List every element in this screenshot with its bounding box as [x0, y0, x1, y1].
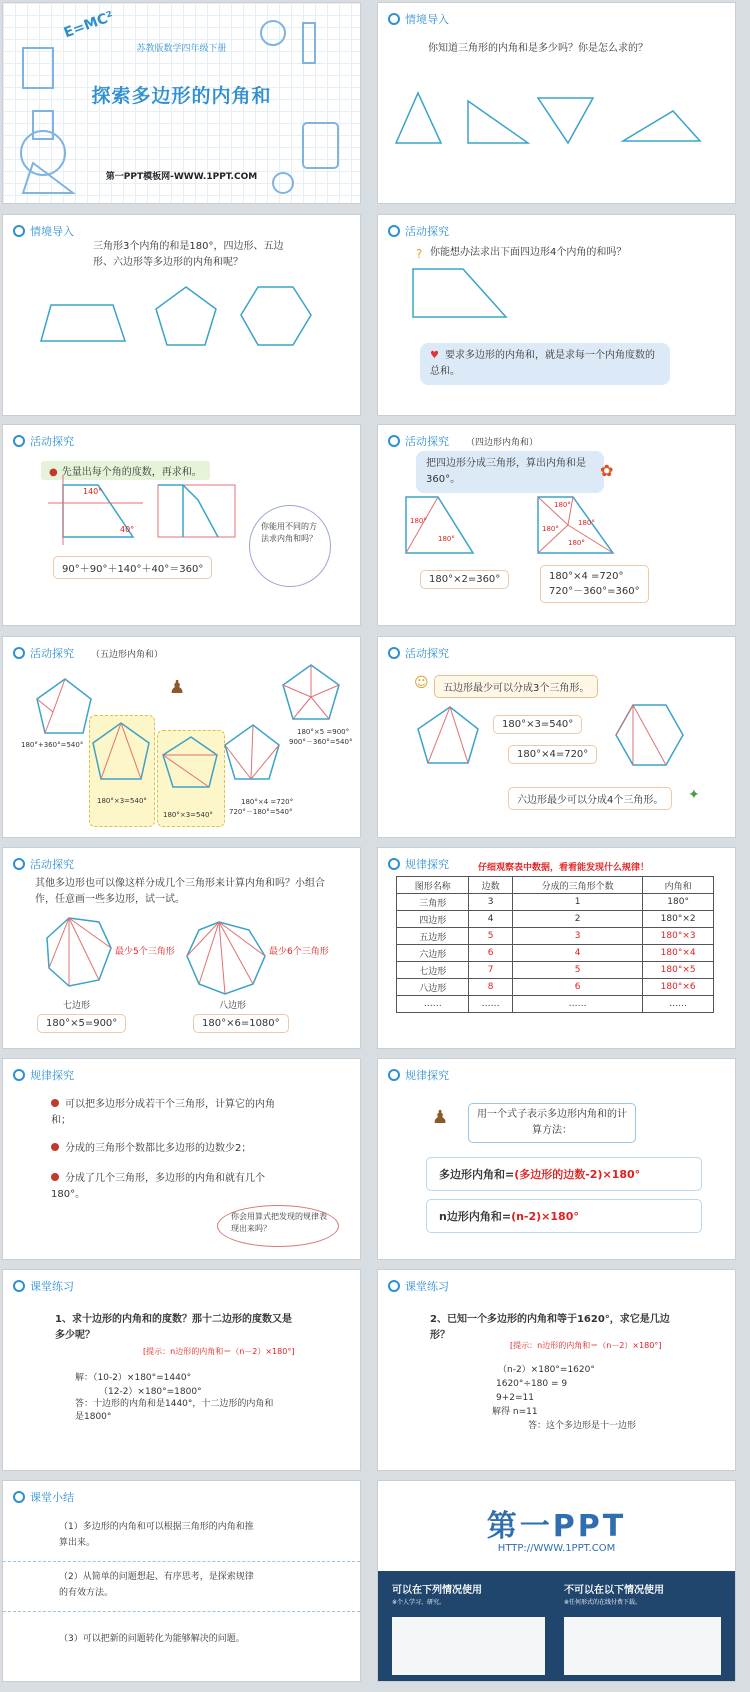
slide-12-header: 规律探究: [388, 1067, 449, 1083]
license-footer: [378, 1571, 735, 1681]
allowed-title: 可以在下列情况使用: [392, 1585, 482, 1596]
question-icon: ?: [416, 247, 423, 261]
s3-polygons: [3, 215, 361, 416]
slide-10: [377, 847, 736, 1049]
s8-tip-1: 五边形最少可以分成3个三角形。: [434, 675, 598, 698]
slide-10-header: 规律探究: [388, 856, 449, 872]
s7-c1: 180°+360°=540°: [21, 741, 84, 749]
s14-answer-2: 1620°÷180 = 9: [496, 1379, 568, 1389]
cover-title: 探索多边形的内角和: [91, 85, 272, 107]
slide-15-header: 课堂小结: [13, 1489, 74, 1505]
slide-4: [377, 214, 736, 416]
s9-calc-7: 180°×5=900°: [37, 1014, 126, 1033]
table-row: …… …… …… ……: [397, 996, 714, 1013]
s13-hint: [提示：n边形的内角和＝（n－2）×180°]: [143, 1347, 295, 1356]
s11-point-1: 可以把多边形分成若干个三角形，计算它的内角和；: [51, 1099, 275, 1126]
table-row: 三角形 3 1 180°: [397, 894, 714, 911]
table-header-cell: 边数: [469, 877, 512, 894]
s9-calc-8: 180°×6=1080°: [193, 1014, 289, 1033]
table-header-cell: 内角和: [643, 877, 714, 894]
s11-point-2: 分成的三角形个数都比多边形的边数少2；: [51, 1141, 281, 1157]
s15-point-1: （1）多边形的内角和可以根据三角形的内角和推算出来。: [59, 1522, 254, 1548]
slide-16: [377, 1480, 736, 1682]
s5-bubble-outline: [249, 505, 331, 587]
s11-bubble: 你会用算式把发现的规律表现出来吗？: [231, 1212, 327, 1233]
s7-c4: 180°×4 =720° 720°－180°=540°: [229, 798, 294, 816]
forbidden-title: 不可以在以下情况使用: [564, 1585, 664, 1596]
s3-text: 三角形3个内角的和是180°，四边形、五边形、六边形等多边形的内角和呢？: [93, 241, 284, 268]
slide-5-header: 活动探究: [13, 433, 74, 449]
character-icon: ✿: [600, 461, 614, 480]
s14-answer-5: 答：这个多边形是十一边形: [528, 1421, 637, 1431]
teacher-icon: ♟: [169, 677, 186, 698]
s6-lbl-6: 180°: [568, 539, 585, 547]
link-list-right: [564, 1617, 721, 1675]
s11-point-3: 分成了几个三角形，多边形的内角和就有几个180°。: [51, 1173, 265, 1200]
s8-calc-2: 180°×4=720°: [508, 745, 597, 764]
table-row: 七边形 7 5 180°×5: [397, 962, 714, 979]
divider: [3, 1561, 360, 1562]
s6-bubble: 把四边形分成三角形，算出内角和是360°。: [416, 451, 604, 493]
s14-answer-4: 解得 n=11: [492, 1407, 538, 1417]
s9-name-8: 八边形: [219, 1001, 247, 1011]
s9-label-8: 最少6个三角形: [269, 947, 329, 957]
cover-series: 苏教版数学四年级下册: [136, 44, 227, 54]
table-row: 六边形 6 4 180°×4: [397, 945, 714, 962]
slide-13-header: 课堂练习: [13, 1278, 74, 1294]
slide-11: [2, 1058, 361, 1260]
s9-label-7: 最少5个三角形: [115, 947, 175, 957]
s14-answer-1: （n-2）×180°=1620°: [498, 1365, 595, 1375]
slide-14-header: 课堂练习: [388, 1278, 449, 1294]
character-icon: ☺: [414, 675, 429, 691]
s9-text: 其他多边形也可以像这样分成几个三角形来计算内角和吗？小组合作，任意画一些多边形，试一试。: [35, 878, 325, 905]
s2-question: 你知道三角形的内角和是多少吗？你是怎么求的？: [428, 43, 648, 54]
s14-answer-3: 9+2=11: [496, 1393, 534, 1403]
allowed-note: ※个人学习、研究。: [392, 1599, 446, 1606]
s7-c2: 180°×3=540°: [97, 797, 147, 805]
s5-calc: 90°＋90°＋140°＋40°＝360°: [53, 556, 212, 579]
s10-hint: 仔细观察表中数据，看看能发现什么规律！: [478, 863, 650, 873]
table-header-cell: 图形名称: [397, 877, 469, 894]
table-row: 八边形 8 6 180°×6: [397, 979, 714, 996]
s13-answer-2: （12-2）×180°=1800°: [99, 1387, 202, 1397]
slide-11-header: 规律探究: [13, 1067, 74, 1083]
s12-bubble: 用一个式子表示多边形内角和的计算方法：: [468, 1103, 636, 1143]
s15-point-3: （3）可以把新的问题转化为能够解决的问题。: [59, 1634, 245, 1644]
s4-tip: ♥ 要求多边形的内角和，就是求每一个内角度数的总和。: [420, 343, 670, 385]
s5-angle-140: 140°: [83, 487, 103, 496]
s12-formula-1: 多边形内角和=(多边形的边数-2)×180°: [426, 1157, 702, 1191]
s6-lbl-2: 180°: [438, 535, 455, 543]
s8-calc-1: 180°×3=540°: [493, 715, 582, 734]
table-row: 四边形 4 2 180°×2: [397, 911, 714, 928]
s5-angle-40: 40°: [120, 525, 135, 534]
slide-13: [2, 1269, 361, 1471]
s14-hint: [提示：n边形的内角和＝（n－2）×180°]: [510, 1341, 662, 1350]
slide-5: [2, 424, 361, 626]
forbidden-note: ※任何形式的在线付费下载。: [564, 1599, 642, 1606]
table-header-row: [397, 877, 714, 894]
s8-tip-2: 六边形最少可以分成4个三角形。: [508, 787, 672, 810]
s6-lbl-1: 180°: [410, 517, 427, 525]
s7-c3: 180°×3=540°: [163, 811, 213, 819]
rule-table: [396, 876, 714, 1013]
logo-url: HTTP://WWW.1PPT.COM: [497, 1543, 616, 1554]
s15-point-2: （2）从简单的问题想起、有序思考，是探索规律的有效方法。: [59, 1572, 254, 1598]
s14-question: 2、已知一个多边形的内角和等于1620°，求它是几边形？: [430, 1314, 670, 1341]
s5-tip: ● 先量出每个角的度数，再求和。: [41, 461, 210, 480]
s13-question: 1、求十边形的内角和的度数？那十二边形的度数又是多少呢？: [55, 1314, 292, 1341]
slide-15: [2, 1480, 361, 1682]
s9-name-7: 七边形: [63, 1001, 91, 1011]
character-icon: ●: [49, 467, 58, 478]
slide-14: [377, 1269, 736, 1471]
slide-6: [377, 424, 736, 626]
s5-bubble: 你能用不同的方法求内角和吗？: [261, 522, 317, 543]
cover-formula: E=MC²: [61, 8, 116, 42]
s6-calc-1: 180°×2=360°: [420, 570, 509, 589]
teacher-icon: ♟: [432, 1107, 449, 1128]
slide-3-header: 情境导入: [13, 223, 74, 239]
divider: [3, 1611, 360, 1612]
s12-formula-2: n边形内角和=(n-2)×180°: [426, 1199, 702, 1233]
slide-9-header: 活动探究: [13, 856, 74, 872]
logo-text: 第一PPT: [486, 1509, 627, 1544]
s6-lbl-5: 180°: [578, 519, 595, 527]
slide-9: [2, 847, 361, 1049]
s6-lbl-3: 180°: [554, 501, 571, 509]
slide-12: [377, 1058, 736, 1260]
s6-lbl-4: 180°: [542, 525, 559, 533]
s7-c5: 180°×5 =900° 900°－360°=540°: [289, 728, 353, 746]
slide-cover: [2, 2, 361, 204]
link-list-left: [392, 1617, 545, 1675]
slide-6-header: 活动探究 （四边形内角和）: [388, 433, 538, 449]
slide-2: [377, 2, 736, 204]
slide-3: [2, 214, 361, 416]
table-header-cell: 分成的三角形个数: [512, 877, 642, 894]
table-row: 五边形 5 3 180°×3: [397, 928, 714, 945]
slide-2-header: 情境导入: [388, 11, 449, 27]
slide-8: [377, 636, 736, 838]
slide-4-header: 活动探究: [388, 223, 449, 239]
slide-7: [2, 636, 361, 838]
s4-question: 你能想办法求出下面四边形4个内角的和吗？: [430, 247, 627, 258]
s6-calc-2: 180°×4 =720° 720°－360°=360°: [540, 565, 649, 603]
cover-site: 第一PPT模板网-WWW.1PPT.COM: [105, 172, 258, 182]
character-icon: ✦: [688, 787, 700, 803]
s2-triangles: [378, 3, 736, 204]
slide-7-header: 活动探究 （五边形内角和）: [13, 645, 163, 661]
s13-answer-1: 解：（10-2）×180°=1440°: [75, 1373, 192, 1383]
slide-8-header: 活动探究: [388, 645, 449, 661]
heart-icon: ♥: [430, 350, 439, 361]
s4-trapezoid: [378, 215, 736, 416]
s13-answer-3: 答：十边形的内角和是1440°，十二边形的内角和是1800°: [75, 1399, 274, 1422]
